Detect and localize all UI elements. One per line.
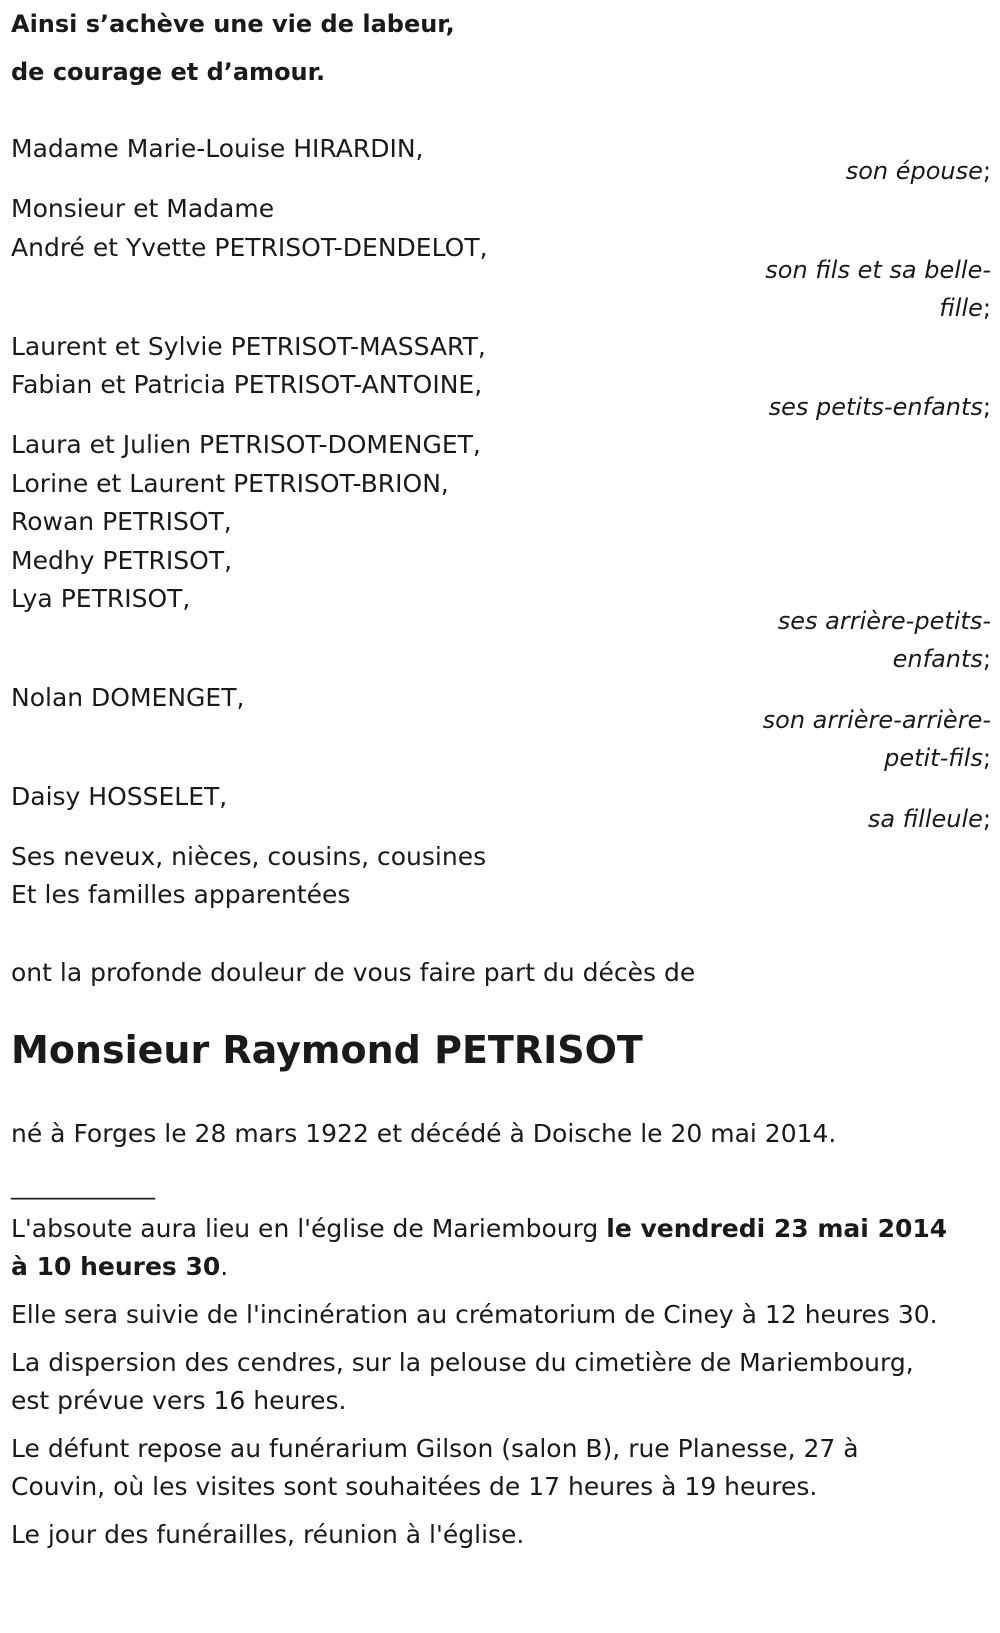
great-grandchild-2: Lorine et Laurent PETRISOT-BRION, xyxy=(11,469,449,498)
intro-line-2: de courage et d’amour. xyxy=(11,58,326,86)
others-line-1: Ses neveux, nièces, cousins, cousines xyxy=(11,842,487,871)
grandchildren-relation: ses petits-enfants; xyxy=(768,393,991,421)
son-relation-1: son fils et sa belle- xyxy=(765,256,991,284)
great-great-grandchild: Nolan DOMENGET, xyxy=(11,683,245,712)
repose-line-2: Couvin, où les visites sont souhaitées de 17 heures à 19 heures. xyxy=(11,1472,818,1501)
deceased-dates: né à Forges le 28 mars 1922 et décédé à Doische le 20 mai 2014. xyxy=(11,1119,837,1148)
announcement: ont la profonde douleur de vous faire part du décès de xyxy=(11,958,696,987)
great-great-grandchild-relation-2: petit-fils; xyxy=(884,744,991,772)
grandchild-1: Laurent et Sylvie PETRISOT-MASSART, xyxy=(11,332,486,361)
funeral-day-line: Le jour des funérailles, réunion à l'église. xyxy=(11,1520,525,1549)
absoute-line-1: L'absoute aura lieu en l'église de Mariembourg le vendredi 23 mai 2014 xyxy=(11,1214,948,1243)
great-grandchild-3: Rowan PETRISOT, xyxy=(11,507,232,536)
son-line-2: André et Yvette PETRISOT-DENDELOT, xyxy=(11,233,488,262)
great-grandchild-4: Medhy PETRISOT, xyxy=(11,546,233,575)
incineration-line: Elle sera suivie de l'incinération au crématorium de Ciney à 12 heures 30. xyxy=(11,1300,938,1329)
wife-name: Madame Marie-Louise HIRARDIN, xyxy=(11,134,424,163)
grandchild-2: Fabian et Patricia PETRISOT-ANTOINE, xyxy=(11,370,483,399)
son-line-1: Monsieur et Madame xyxy=(11,194,275,223)
dispersion-line-1: La dispersion des cendres, sur la pelouse du cimetière de Mariembourg, xyxy=(11,1348,914,1377)
great-great-grandchild-relation-1: son arrière-arrière- xyxy=(762,706,991,734)
absoute-line-2: à 10 heures 30. xyxy=(11,1252,229,1281)
intro-line-1: Ainsi s’achève une vie de labeur, xyxy=(11,10,455,38)
great-grandchild-1: Laura et Julien PETRISOT-DOMENGET, xyxy=(11,430,481,459)
goddaughter-relation: sa filleule; xyxy=(867,805,991,833)
deceased-name: Monsieur Raymond PETRISOT xyxy=(11,1028,643,1072)
great-grandchildren-relation-2: enfants; xyxy=(892,645,991,673)
goddaughter-name: Daisy HOSSELET, xyxy=(11,782,228,811)
repose-line-1: Le défunt repose au funérarium Gilson (salon B), rue Planesse, 27 à xyxy=(11,1434,859,1463)
wife-relation: son épouse; xyxy=(845,157,991,185)
great-grandchildren-relation-1: ses arrière-petits- xyxy=(777,607,991,635)
separator: ____________ xyxy=(11,1172,155,1200)
dispersion-line-2: est prévue vers 16 heures. xyxy=(11,1386,347,1415)
others-line-2: Et les familles apparentées xyxy=(11,880,351,909)
great-grandchild-5: Lya PETRISOT, xyxy=(11,584,191,613)
son-relation-2: fille; xyxy=(939,294,991,322)
